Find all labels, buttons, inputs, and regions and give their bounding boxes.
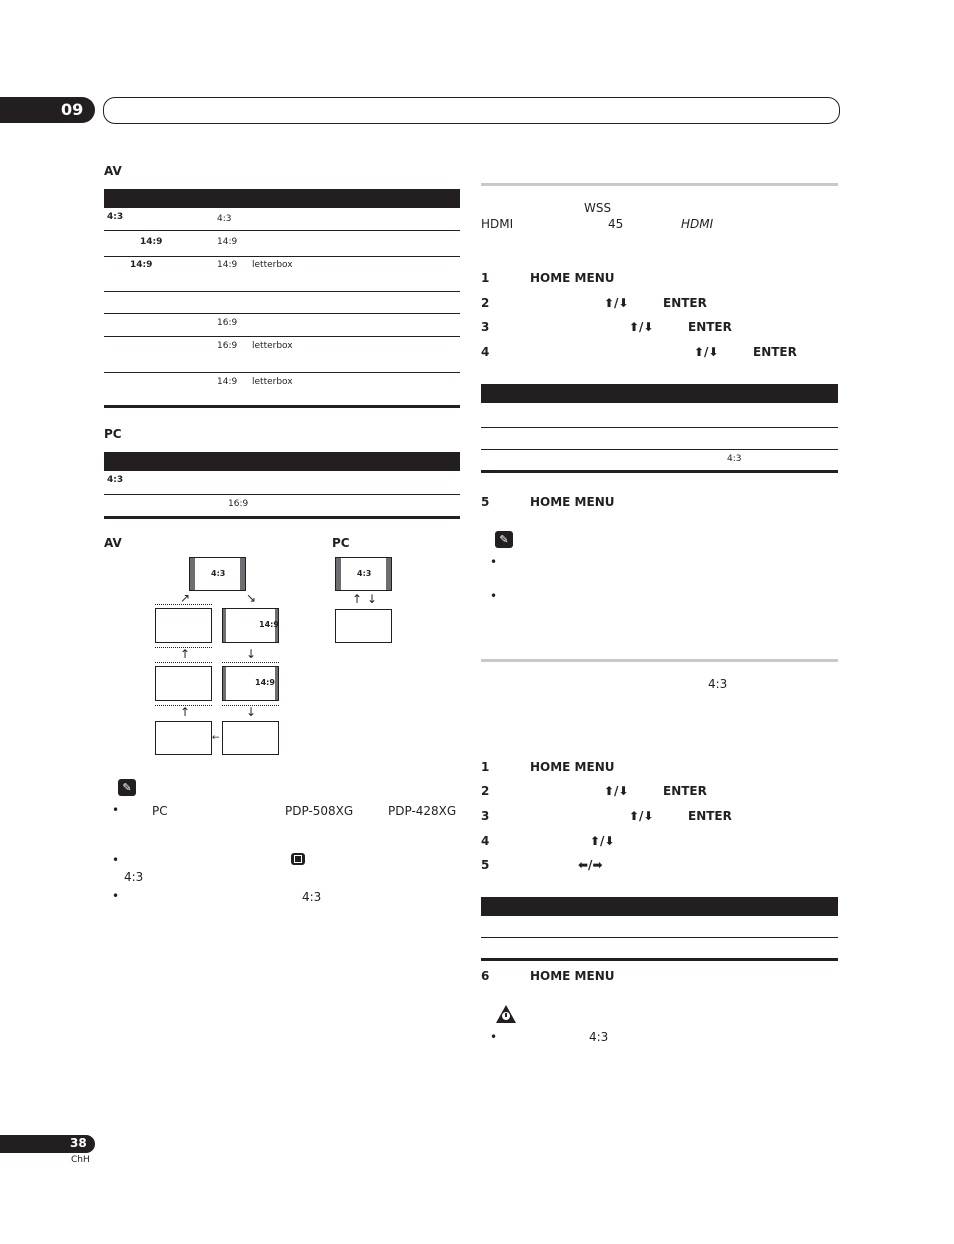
arrow-left-icon: ← <box>212 733 220 743</box>
page-number-tab <box>0 1135 95 1153</box>
sec1-step5-num: 5 <box>481 495 490 509</box>
sec2-step2-enter: ENTER <box>663 784 707 798</box>
bullet: • <box>112 889 120 903</box>
sec1-hdmi-italic: HDMI <box>681 217 714 231</box>
up-down-arrow-icon: ⬆/⬇ <box>694 345 719 359</box>
sec1-step2-enter: ENTER <box>663 296 707 310</box>
up-down-arrow-icon: ⬆/⬇ <box>604 296 629 310</box>
arrow-up-icon: ↑ <box>180 705 191 719</box>
av-row3-desc: 14:9 <box>217 260 238 270</box>
up-down-arrow-icon: ⬆/⬇ <box>590 834 615 848</box>
sec2-table-header <box>481 897 838 916</box>
sec2-step3-enter: ENTER <box>688 809 732 823</box>
arrow-upleft-icon: ↗ <box>180 591 191 605</box>
note3-ratio: 4:3 <box>302 890 322 904</box>
sec1-step1-key: HOME MENU <box>530 271 615 285</box>
pc-row2-desc: 16:9 <box>228 499 249 509</box>
caution-icon <box>495 1004 517 1024</box>
av-table-header <box>104 189 460 208</box>
pc-screen-full-box <box>335 609 392 643</box>
arrow-up-icon: ↑ <box>352 592 363 606</box>
chapter-title-bar <box>103 97 840 124</box>
language-code: ChH <box>71 1155 90 1165</box>
screen-zoom-box <box>155 666 212 701</box>
note1-pc: PC <box>152 804 168 818</box>
sec2-step4-num: 4 <box>481 834 490 848</box>
sec1-table-header <box>481 384 838 403</box>
note-icon: ✎ <box>495 531 513 548</box>
bullet: • <box>490 1030 498 1044</box>
up-down-arrow-icon: ⬆/⬇ <box>604 784 629 798</box>
screen-43-box: 4:3 <box>189 557 246 591</box>
av-row3-mode: 14:9 <box>130 260 153 270</box>
caution-ratio: 4:3 <box>589 1030 609 1044</box>
section-divider <box>481 659 838 662</box>
sec1-step3-enter: ENTER <box>688 320 732 334</box>
av-row3-extra: letterbox <box>252 260 293 270</box>
sec1-step4-num: 4 <box>481 345 490 359</box>
sec1-step4-enter: ENTER <box>753 345 797 359</box>
av-row5-desc: 16:9 <box>217 318 238 328</box>
pc-section-title: PC <box>104 427 122 441</box>
note1-model-a: PDP-508XG <box>285 804 354 818</box>
diagram-av-label: AV <box>104 536 122 550</box>
sec2-ratio: 4:3 <box>708 677 728 691</box>
page-number: 38 <box>70 1136 87 1150</box>
note1-model-b: PDP-428XG <box>388 804 457 818</box>
note-icon: ✎ <box>118 779 136 796</box>
av-row6-desc: 16:9 <box>217 341 238 351</box>
arrow-downright-icon: ↘ <box>246 591 257 605</box>
sec1-hdmi: HDMI <box>481 217 514 231</box>
sec1-wss: WSS <box>584 201 612 215</box>
av-row6-extra: letterbox <box>252 341 293 351</box>
screen-size-icon <box>291 853 305 865</box>
left-right-arrow-icon: ⬅/➡ <box>578 858 603 872</box>
sec2-step1-key: HOME MENU <box>530 760 615 774</box>
screen-wide-box <box>155 721 212 755</box>
screen-149-box-b: 14:9 <box>222 666 279 701</box>
sec1-page: 45 <box>608 217 624 231</box>
up-down-arrow-icon: ⬆/⬇ <box>629 809 654 823</box>
bullet: • <box>490 555 498 569</box>
arrow-down-icon: ↓ <box>246 705 257 719</box>
bullet: • <box>112 853 120 867</box>
sec1-step1-num: 1 <box>481 271 490 285</box>
av-row1-mode: 4:3 <box>107 212 124 222</box>
sec1-table-ratio: 4:3 <box>727 454 742 464</box>
sec2-step1-num: 1 <box>481 760 490 774</box>
up-down-arrow-icon: ⬆/⬇ <box>629 320 654 334</box>
bullet: • <box>112 803 120 817</box>
av-row2-desc: 14:9 <box>217 237 238 247</box>
pc-table-header <box>104 452 460 471</box>
bullet: • <box>490 589 498 603</box>
pc-row1-mode: 4:3 <box>107 475 124 485</box>
av-row7-extra: letterbox <box>252 377 293 387</box>
sec1-step2-num: 2 <box>481 296 490 310</box>
av-row7-desc: 14:9 <box>217 377 238 387</box>
note2-ratio: 4:3 <box>124 870 144 884</box>
chapter-number: 09 <box>61 100 84 119</box>
pc-screen-43-box: 4:3 <box>335 557 392 591</box>
sec2-step3-num: 3 <box>481 809 490 823</box>
sec2-step2-num: 2 <box>481 784 490 798</box>
sec1-step3-num: 3 <box>481 320 490 334</box>
screen-149-box: 14:9 <box>222 608 279 643</box>
arrow-down-icon: ↓ <box>246 647 257 661</box>
sec2-step5-num: 5 <box>481 858 490 872</box>
arrow-down-icon: ↓ <box>367 592 378 606</box>
diagram-pc-label: PC <box>332 536 350 550</box>
sec2-step6-key: HOME MENU <box>530 969 615 983</box>
arrow-up-icon: ↑ <box>180 647 191 661</box>
sec1-step5-key: HOME MENU <box>530 495 615 509</box>
sec2-step6-num: 6 <box>481 969 490 983</box>
av-section-title: AV <box>104 164 122 178</box>
screen-full2-box <box>222 721 279 755</box>
section-divider <box>481 183 838 186</box>
av-row1-desc: 4:3 <box>217 214 232 224</box>
av-row2-mode: 14:9 <box>140 237 163 247</box>
chapter-tab <box>0 97 95 123</box>
